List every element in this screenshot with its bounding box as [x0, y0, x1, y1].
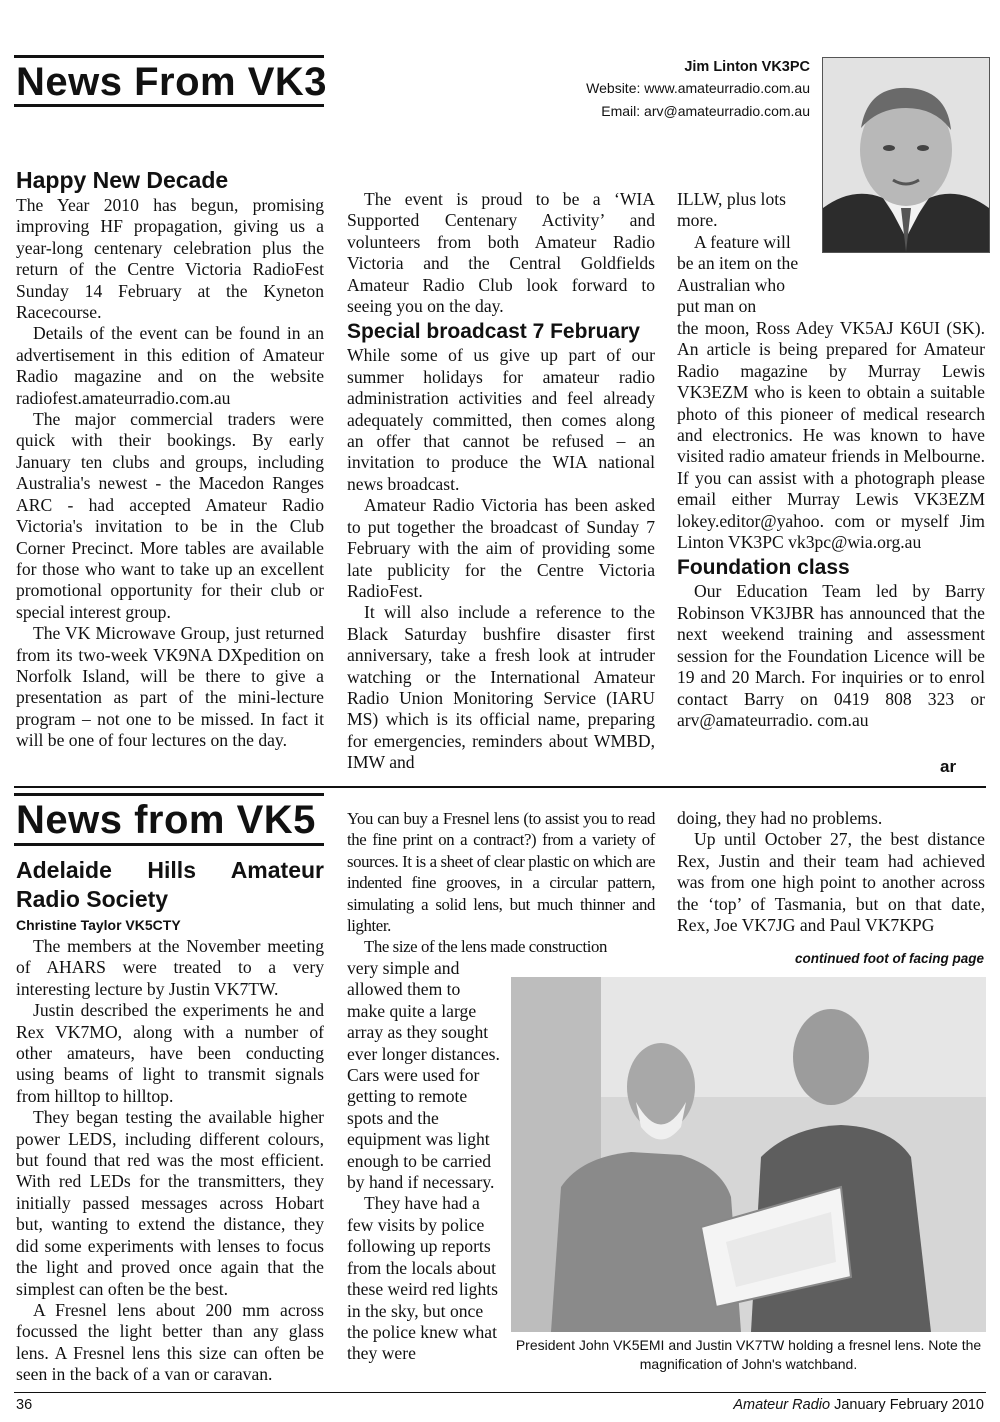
- vk5-paragraph: very simple and allowed them to make quite a large array as they sought ever longer distances. Cars were used for getting to remote spots and the equipment was light enough to be carried by hand if necessary.: [347, 958, 500, 1193]
- vk5-heading: Adelaide Hills Amateur Radio Society: [16, 857, 324, 912]
- vk3-paragraph: ILLW, plus lots more.: [677, 189, 786, 231]
- vk5-paragraph: They began testing the available higher power LEDS, including different colours, but found that red was the most efficient. With red LEDs for the transmitters, they initially passed messages across Hobart but, wanting to extend the distance, they did some experiments with lenses to focus the light and proved once again that the simplest can often be the best.: [16, 1107, 324, 1299]
- vk5-paragraph: Up until October 27, the best distance Rex, Justin and their team had achieved was from one high point to another across the ‘top’ of Tasmania, but on that date, Rex, Joe VK7JG and Paul VK7KPG: [677, 829, 985, 936]
- portrait-illustration: [823, 58, 989, 252]
- vk3-paragraph: The VK Microwave Group, just returned from its two-week VK9NA DXpedition on Norfolk Island, will be there to give a presentation as part of the mini-lecture program – not one to be missed. In fact it will be one of four lectures on the day.: [16, 623, 324, 751]
- issue-date: January February 2010: [834, 1397, 984, 1413]
- vk3-paragraph: The Year 2010 has begun, promising improving HF propagation, giving us a year-long centenary celebration plus the return of the Centre Victoria RadioFest Sunday 14 February at the Kyneton Racecourse.: [16, 195, 324, 323]
- vk3-author: Jim Linton VK3PC: [684, 59, 810, 75]
- vk5-paragraph: The size of the lens made construction: [364, 937, 607, 957]
- vk3-top-rule: [14, 55, 324, 58]
- vk5-section-title: News from VK5: [16, 798, 316, 842]
- vk3-paragraph: Details of the event can be found in an advertisement in this edition of Amateur Radio magazine and on the website radiofest.amateurradio.com.au: [16, 323, 324, 408]
- vk3-paragraph: A feature will be an item on the Australian who put man on: [677, 231, 799, 317]
- magazine-name: Amateur Radio: [733, 1397, 831, 1413]
- vk5-author: Christine Taylor VK5CTY: [16, 917, 181, 933]
- vk3-paragraph: It will also include a reference to the Black Saturday bushfire disaster first anniversary, take a fresh look at intruder watching or the International Amateur Radio Union Monitoring Service (IARU MS) which is its official name, preparing for emergencies, reminders about WMBD, IMW and: [347, 602, 655, 773]
- vk5-column-3: [677, 808, 985, 936]
- vk5-column-1: [16, 856, 324, 1386]
- vk5-top-rule: [14, 793, 324, 796]
- footer-rule: [14, 1392, 986, 1393]
- vk3-column-3: [677, 318, 985, 731]
- section-divider: [14, 786, 986, 788]
- vk3-heading: Happy New Decade: [16, 167, 229, 193]
- page-number: 36: [16, 1397, 33, 1413]
- vk3-author-block: [410, 57, 810, 122]
- vk3-paragraph: The event is proud to be a ‘WIA Supported Centenary Activity’ and volunteers from both Amateur Radio Victoria and the Central Goldfields Amateur Radio Club look forward to seeing you on the day.: [347, 189, 655, 317]
- vk5-paragraph: doing, they had no problems.: [677, 808, 883, 828]
- photo-caption: President John VK5EMI and Justin VK7TW holding a fresnel lens. Note the magnification of John's watchband.: [515, 1337, 982, 1372]
- author-portrait-photo: [822, 57, 990, 253]
- vk3-paragraph: While some of us give up part of our summer holidays for amateur radio administration activities and feel already adequately committed, then comes along an offer that cannot be refused – an invitation to produce the WIA national news broadcast.: [347, 345, 655, 494]
- end-mark: ar: [940, 757, 957, 776]
- special-broadcast-heading: Special broadcast 7 February: [347, 320, 640, 344]
- vk3-column-2: [347, 189, 655, 774]
- vk5-paragraph: A Fresnel lens about 200 mm across focussed the light better than any glass lens. A Fresnel lens this size can often be seen in the back of a van or caravan.: [16, 1299, 324, 1385]
- vk5-paragraph: They have had a few visits by police following up reports from the locals about these weird red lights in the sky, but once the police knew what they were: [347, 1193, 498, 1364]
- vk5-column-2-narrow: [347, 958, 501, 1365]
- continued-note: continued foot of facing page: [795, 951, 984, 966]
- foundation-class-heading: Foundation class: [677, 556, 850, 580]
- vk5-paragraph: Justin described the experiments he and Rex VK7MO, along with a number of other amateurs, have been conducting using beams of light to transmit signals from hilltop to hilltop.: [16, 1000, 324, 1106]
- vk3-section-title: News From VK3: [16, 60, 328, 104]
- vk3-paragraph: Amateur Radio Victoria has been asked to put together the broadcast of Sunday 7 February with the aim of providing some late publicity for the Centre Victoria RadioFest.: [347, 495, 655, 601]
- footer-issue-line: [733, 1397, 984, 1413]
- vk5-title-underline: [14, 843, 324, 846]
- vk3-paragraph: the moon, Ross Adey VK5AJ K6UI (SK). An article is being prepared for Amateur Radio magazine by Murray Lewis VK3EZM who is keen to obtain a suitable photo of this pioneer of medical research and electronics. He was known to have visited radio amateur friends in Melbourne. If you can assist with a photograph please email either Murray Lewis VK3EZM lokey.editor@yahoo. com or myself Jim Linton VK3PC vk3pc@wia.org.au: [677, 318, 985, 553]
- vk3-email: Email: arv@amateurradio.com.au: [601, 102, 810, 119]
- photo-illustration: [511, 977, 986, 1332]
- vk3-paragraph: The major commercial traders were quick with their bookings. By early January ten clubs and groups, including Australia's newest - the Macedon Ranges ARC - had accepted Amateur Radio Victoria's invitation to be in the Club Corner Precinct. More tables are available for those who want to take up an excellent promotional opportunity for their club or special interest group.: [16, 409, 324, 622]
- vk5-paragraph: The members at the November meeting of AHARS were treated to a very interesting lecture by Justin VK7TW.: [16, 936, 324, 999]
- vk3-title-underline: [14, 104, 324, 107]
- vk3-column-3-narrow: [677, 189, 809, 317]
- vk5-column-2: [347, 808, 655, 958]
- vk5-paragraph: You can buy a Fresnel lens (to assist you to read the fine print on a contract?) from a variety of sources. It is a sheet of clear plastic on which are indented fine grooves, in a circular pattern, simulating a solid lens, but much thinner and lighter.: [347, 809, 655, 936]
- vk3-column-1: [16, 165, 324, 752]
- vk3-website: Website: www.amateurradio.com.au: [586, 80, 810, 96]
- vk3-paragraph: Our Education Team led by Barry Robinson VK3JBR has announced that the next weekend training and assessment session for the Foundation Licence will be 19 and 20 March. For inquiries or to enrol contact Barry on 0419 808 323 or arv@amateurradio. com.au: [677, 581, 985, 730]
- fresnel-lens-photo: [511, 977, 986, 1332]
